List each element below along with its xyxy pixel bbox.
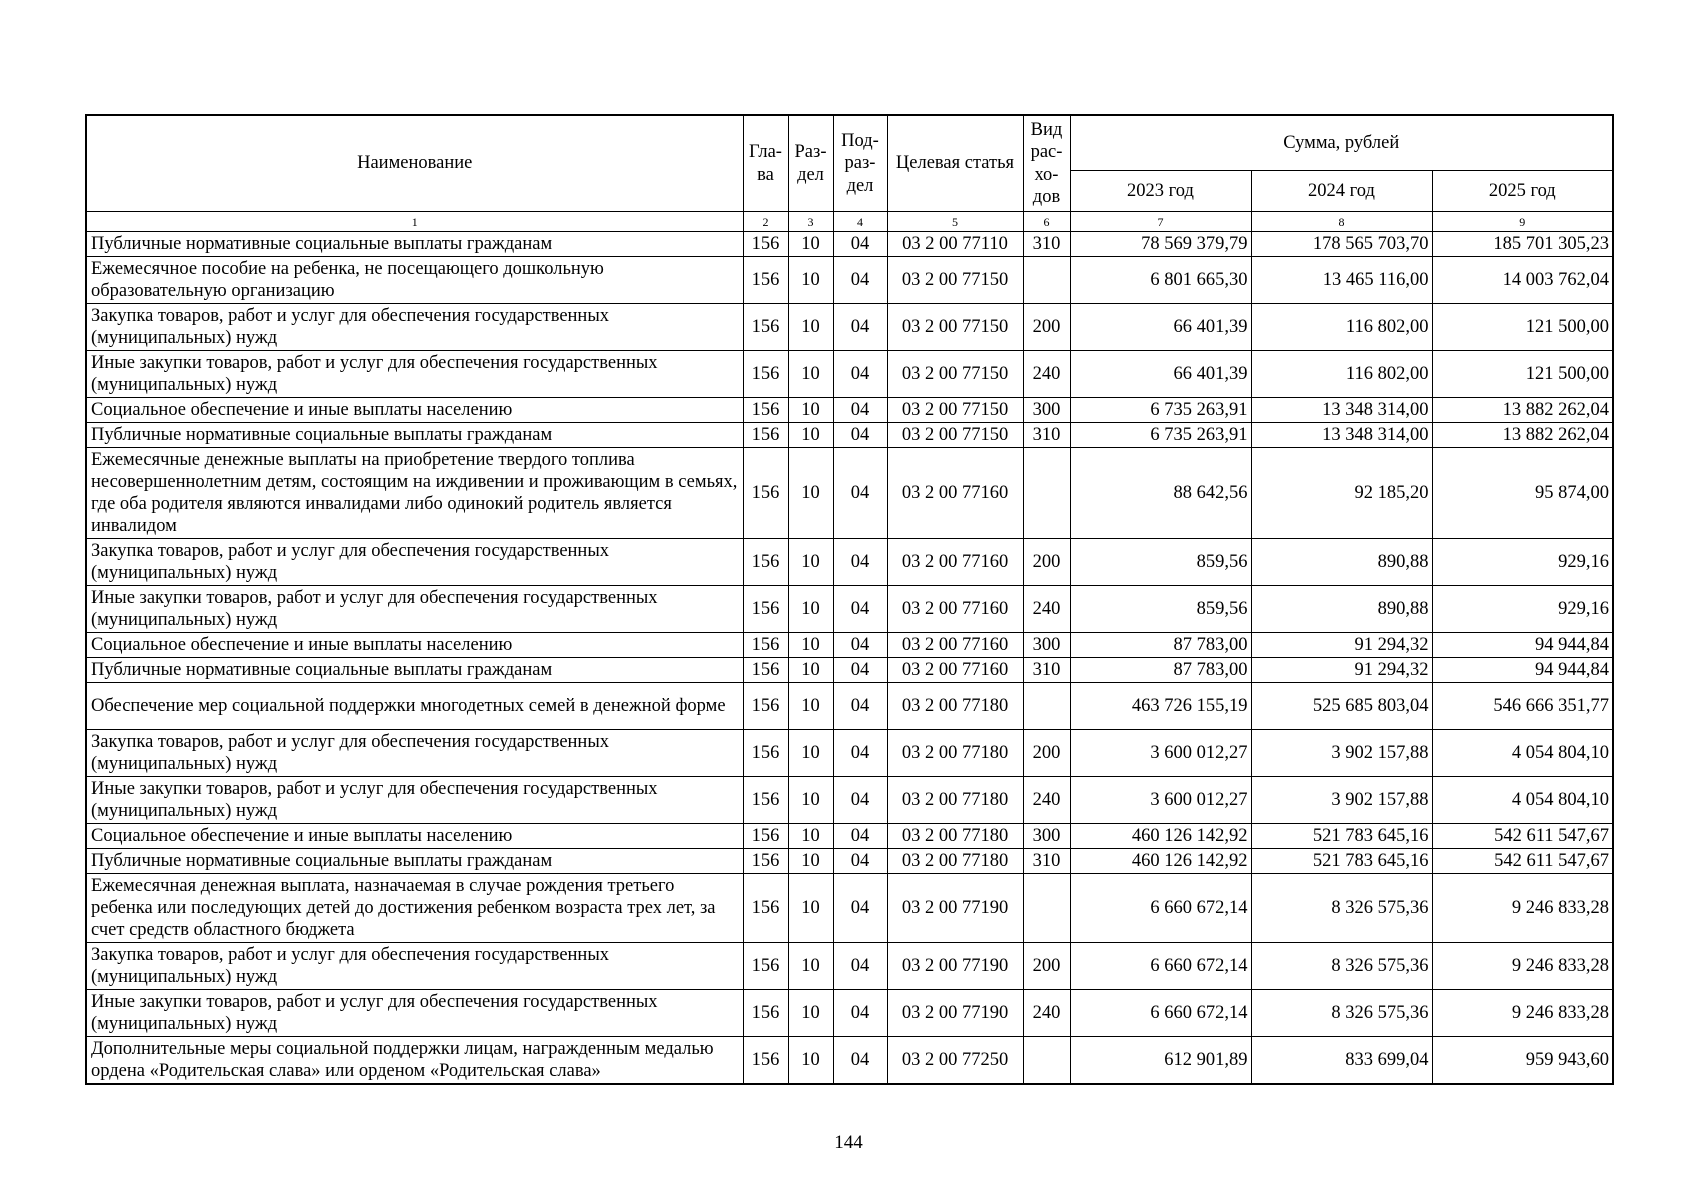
table-row — [86, 683, 1613, 730]
row-name-cell: Закупка товаров, работ и услуг для обеспечения государственных (муниципальных) нужд — [86, 304, 743, 351]
row-2025-cell: 121 500,00 — [1432, 351, 1613, 398]
row-2024-cell: 521 783 645,16 — [1251, 824, 1432, 849]
row-section-cell: 10 — [788, 423, 833, 448]
row-section-cell: 10 — [788, 351, 833, 398]
row-subsection-cell: 04 — [833, 351, 887, 398]
table-row — [86, 257, 1613, 304]
row-name-cell: Публичные нормативные социальные выплаты гражданам — [86, 232, 743, 257]
row-2024-cell: 178 565 703,70 — [1251, 232, 1432, 257]
row-2023-cell: 859,56 — [1070, 586, 1251, 633]
row-2025-cell: 94 944,84 — [1432, 658, 1613, 683]
row-2023-cell: 859,56 — [1070, 539, 1251, 586]
row-chapter-cell: 156 — [743, 398, 788, 423]
row-name-cell: Публичные нормативные социальные выплаты гражданам — [86, 849, 743, 874]
table-row — [86, 730, 1613, 777]
row-target-cell: 03 2 00 77160 — [887, 658, 1023, 683]
table-row — [86, 586, 1613, 633]
column-number: 8 — [1251, 212, 1432, 232]
row-target-cell: 03 2 00 77180 — [887, 683, 1023, 730]
col-name-header: Наименование — [86, 115, 743, 212]
row-name-cell: Иные закупки товаров, работ и услуг для обеспечения государственных (муниципальных) нужд — [86, 990, 743, 1037]
row-2025-cell: 94 944,84 — [1432, 633, 1613, 658]
row-2023-cell: 6 735 263,91 — [1070, 398, 1251, 423]
table-row — [86, 423, 1613, 448]
row-subsection-cell: 04 — [833, 683, 887, 730]
table-row — [86, 658, 1613, 683]
page-number: 144 — [834, 1132, 863, 1153]
row-name-cell: Обеспечение мер социальной поддержки многодетных семей в денежной форме — [86, 683, 743, 730]
row-name-cell: Социальное обеспечение и иные выплаты населению — [86, 824, 743, 849]
row-name-cell: Ежемесячные денежные выплаты на приобретение твердого топлива несовершеннолетним детям, состоящим на иждивении и проживающим в семьях, где оба родителя являются инвалидами либо одинокий родитель является инвалидом — [86, 448, 743, 539]
row-2023-cell: 3 600 012,27 — [1070, 777, 1251, 824]
row-subsection-cell: 04 — [833, 824, 887, 849]
row-expense-type-cell — [1023, 448, 1070, 539]
row-subsection-cell: 04 — [833, 423, 887, 448]
row-name-cell: Закупка товаров, работ и услуг для обеспечения государственных (муниципальных) нужд — [86, 943, 743, 990]
row-subsection-cell: 04 — [833, 257, 887, 304]
row-chapter-cell: 156 — [743, 874, 788, 943]
col-subsection-header: Под-раз-дел — [833, 115, 887, 212]
row-chapter-cell: 156 — [743, 448, 788, 539]
row-subsection-cell: 04 — [833, 539, 887, 586]
row-2025-cell: 959 943,60 — [1432, 1037, 1613, 1084]
row-expense-type-cell: 200 — [1023, 304, 1070, 351]
row-chapter-cell: 156 — [743, 730, 788, 777]
row-name-cell: Иные закупки товаров, работ и услуг для обеспечения государственных (муниципальных) нужд — [86, 777, 743, 824]
row-chapter-cell: 156 — [743, 423, 788, 448]
row-chapter-cell: 156 — [743, 1037, 788, 1084]
row-2023-cell: 460 126 142,92 — [1070, 849, 1251, 874]
table-body — [86, 232, 1613, 1084]
row-target-cell: 03 2 00 77250 — [887, 1037, 1023, 1084]
row-2025-cell: 13 882 262,04 — [1432, 423, 1613, 448]
row-2024-cell: 833 699,04 — [1251, 1037, 1432, 1084]
row-target-cell: 03 2 00 77160 — [887, 539, 1023, 586]
table-row — [86, 539, 1613, 586]
row-2025-cell: 9 246 833,28 — [1432, 874, 1613, 943]
row-name-cell: Ежемесячная денежная выплата, назначаемая в случае рождения третьего ребенка или последующих детей до достижения ребенком возраста трех лет, за счет средств областного бюджета — [86, 874, 743, 943]
row-2024-cell: 91 294,32 — [1251, 633, 1432, 658]
row-2025-cell: 542 611 547,67 — [1432, 849, 1613, 874]
row-section-cell: 10 — [788, 849, 833, 874]
table-row — [86, 943, 1613, 990]
row-2023-cell: 612 901,89 — [1070, 1037, 1251, 1084]
row-target-cell: 03 2 00 77180 — [887, 730, 1023, 777]
row-name-cell: Социальное обеспечение и иные выплаты населению — [86, 633, 743, 658]
row-target-cell: 03 2 00 77160 — [887, 633, 1023, 658]
col-target-header: Целевая статья — [887, 115, 1023, 212]
row-2024-cell: 116 802,00 — [1251, 304, 1432, 351]
row-expense-type-cell: 300 — [1023, 633, 1070, 658]
row-chapter-cell: 156 — [743, 990, 788, 1037]
row-section-cell: 10 — [788, 539, 833, 586]
row-chapter-cell: 156 — [743, 586, 788, 633]
budget-table-sheet — [85, 114, 1612, 1085]
row-chapter-cell: 156 — [743, 351, 788, 398]
row-chapter-cell: 156 — [743, 683, 788, 730]
row-2024-cell: 3 902 157,88 — [1251, 730, 1432, 777]
col-2023-header: 2023 год — [1070, 171, 1251, 212]
row-chapter-cell: 156 — [743, 539, 788, 586]
row-target-cell: 03 2 00 77150 — [887, 423, 1023, 448]
row-2023-cell: 87 783,00 — [1070, 658, 1251, 683]
row-expense-type-cell: 310 — [1023, 658, 1070, 683]
row-name-cell: Публичные нормативные социальные выплаты гражданам — [86, 423, 743, 448]
row-subsection-cell: 04 — [833, 232, 887, 257]
row-section-cell: 10 — [788, 683, 833, 730]
row-2024-cell: 8 326 575,36 — [1251, 874, 1432, 943]
row-section-cell: 10 — [788, 232, 833, 257]
row-expense-type-cell: 200 — [1023, 539, 1070, 586]
row-subsection-cell: 04 — [833, 1037, 887, 1084]
column-number-row — [86, 212, 1613, 232]
table-row — [86, 351, 1613, 398]
row-expense-type-cell — [1023, 874, 1070, 943]
row-section-cell: 10 — [788, 730, 833, 777]
row-expense-type-cell: 200 — [1023, 730, 1070, 777]
row-2025-cell: 542 611 547,67 — [1432, 824, 1613, 849]
row-2025-cell: 929,16 — [1432, 539, 1613, 586]
column-number: 9 — [1432, 212, 1613, 232]
row-2024-cell: 13 348 314,00 — [1251, 398, 1432, 423]
row-2023-cell: 6 801 665,30 — [1070, 257, 1251, 304]
table-header — [86, 115, 1613, 232]
row-2025-cell: 13 882 262,04 — [1432, 398, 1613, 423]
row-2024-cell: 3 902 157,88 — [1251, 777, 1432, 824]
column-number: 5 — [887, 212, 1023, 232]
row-chapter-cell: 156 — [743, 658, 788, 683]
row-2025-cell: 14 003 762,04 — [1432, 257, 1613, 304]
col-2025-header: 2025 год — [1432, 171, 1613, 212]
row-2024-cell: 8 326 575,36 — [1251, 990, 1432, 1037]
row-2024-cell: 91 294,32 — [1251, 658, 1432, 683]
row-section-cell: 10 — [788, 874, 833, 943]
row-2025-cell: 9 246 833,28 — [1432, 943, 1613, 990]
row-subsection-cell: 04 — [833, 304, 887, 351]
col-chapter-header: Гла-ва — [743, 115, 788, 212]
row-name-cell: Социальное обеспечение и иные выплаты населению — [86, 398, 743, 423]
row-target-cell: 03 2 00 77180 — [887, 849, 1023, 874]
table-row — [86, 448, 1613, 539]
row-2025-cell: 929,16 — [1432, 586, 1613, 633]
row-2025-cell: 4 054 804,10 — [1432, 777, 1613, 824]
row-2025-cell: 546 666 351,77 — [1432, 683, 1613, 730]
row-2023-cell: 66 401,39 — [1070, 304, 1251, 351]
row-name-cell: Закупка товаров, работ и услуг для обеспечения государственных (муниципальных) нужд — [86, 539, 743, 586]
row-2024-cell: 13 348 314,00 — [1251, 423, 1432, 448]
row-chapter-cell: 156 — [743, 633, 788, 658]
row-2025-cell: 185 701 305,23 — [1432, 232, 1613, 257]
row-chapter-cell: 156 — [743, 777, 788, 824]
row-target-cell: 03 2 00 77180 — [887, 777, 1023, 824]
row-subsection-cell: 04 — [833, 730, 887, 777]
row-expense-type-cell: 240 — [1023, 777, 1070, 824]
row-name-cell: Закупка товаров, работ и услуг для обеспечения государственных (муниципальных) нужд — [86, 730, 743, 777]
column-number: 6 — [1023, 212, 1070, 232]
row-name-cell: Иные закупки товаров, работ и услуг для обеспечения государственных (муниципальных) нужд — [86, 351, 743, 398]
budget-table — [85, 114, 1614, 1085]
row-expense-type-cell: 300 — [1023, 398, 1070, 423]
row-target-cell: 03 2 00 77110 — [887, 232, 1023, 257]
row-2023-cell: 6 660 672,14 — [1070, 990, 1251, 1037]
row-subsection-cell: 04 — [833, 658, 887, 683]
row-section-cell: 10 — [788, 1037, 833, 1084]
column-number: 7 — [1070, 212, 1251, 232]
table-row — [86, 849, 1613, 874]
row-chapter-cell: 156 — [743, 257, 788, 304]
row-2023-cell: 6 660 672,14 — [1070, 874, 1251, 943]
row-2024-cell: 92 185,20 — [1251, 448, 1432, 539]
row-section-cell: 10 — [788, 990, 833, 1037]
row-section-cell: 10 — [788, 633, 833, 658]
table-row — [86, 824, 1613, 849]
row-target-cell: 03 2 00 77190 — [887, 943, 1023, 990]
row-expense-type-cell — [1023, 683, 1070, 730]
table-row — [86, 398, 1613, 423]
row-target-cell: 03 2 00 77150 — [887, 398, 1023, 423]
row-chapter-cell: 156 — [743, 943, 788, 990]
col-2024-header: 2024 год — [1251, 171, 1432, 212]
row-target-cell: 03 2 00 77150 — [887, 351, 1023, 398]
column-number: 1 — [86, 212, 743, 232]
row-2025-cell: 95 874,00 — [1432, 448, 1613, 539]
row-expense-type-cell: 310 — [1023, 423, 1070, 448]
row-target-cell: 03 2 00 77150 — [887, 304, 1023, 351]
row-section-cell: 10 — [788, 448, 833, 539]
table-row — [86, 990, 1613, 1037]
row-2023-cell: 6 735 263,91 — [1070, 423, 1251, 448]
row-expense-type-cell — [1023, 1037, 1070, 1084]
row-2023-cell: 460 126 142,92 — [1070, 824, 1251, 849]
row-name-cell: Ежемесячное пособие на ребенка, не посещающего дошкольную образовательную организацию — [86, 257, 743, 304]
table-row — [86, 777, 1613, 824]
column-number: 3 — [788, 212, 833, 232]
row-section-cell: 10 — [788, 398, 833, 423]
row-subsection-cell: 04 — [833, 398, 887, 423]
row-2023-cell: 463 726 155,19 — [1070, 683, 1251, 730]
row-2023-cell: 3 600 012,27 — [1070, 730, 1251, 777]
row-subsection-cell: 04 — [833, 943, 887, 990]
row-2024-cell: 890,88 — [1251, 539, 1432, 586]
row-expense-type-cell: 300 — [1023, 824, 1070, 849]
row-name-cell: Дополнительные меры социальной поддержки лицам, награжденным медалью ордена «Родительская слава» или орденом «Родительская слава» — [86, 1037, 743, 1084]
row-2023-cell: 6 660 672,14 — [1070, 943, 1251, 990]
column-number: 4 — [833, 212, 887, 232]
row-2024-cell: 890,88 — [1251, 586, 1432, 633]
row-expense-type-cell: 240 — [1023, 351, 1070, 398]
row-target-cell: 03 2 00 77160 — [887, 586, 1023, 633]
row-target-cell: 03 2 00 77190 — [887, 990, 1023, 1037]
row-target-cell: 03 2 00 77180 — [887, 824, 1023, 849]
row-section-cell: 10 — [788, 586, 833, 633]
row-subsection-cell: 04 — [833, 849, 887, 874]
row-2025-cell: 121 500,00 — [1432, 304, 1613, 351]
table-row — [86, 232, 1613, 257]
row-subsection-cell: 04 — [833, 633, 887, 658]
row-expense-type-cell: 200 — [1023, 943, 1070, 990]
row-2023-cell: 66 401,39 — [1070, 351, 1251, 398]
row-target-cell: 03 2 00 77150 — [887, 257, 1023, 304]
table-row — [86, 633, 1613, 658]
table-row — [86, 874, 1613, 943]
row-2025-cell: 4 054 804,10 — [1432, 730, 1613, 777]
row-2023-cell: 78 569 379,79 — [1070, 232, 1251, 257]
row-chapter-cell: 156 — [743, 824, 788, 849]
row-2024-cell: 116 802,00 — [1251, 351, 1432, 398]
row-section-cell: 10 — [788, 824, 833, 849]
row-section-cell: 10 — [788, 943, 833, 990]
row-expense-type-cell: 240 — [1023, 990, 1070, 1037]
column-number: 2 — [743, 212, 788, 232]
row-2024-cell: 525 685 803,04 — [1251, 683, 1432, 730]
table-row — [86, 304, 1613, 351]
row-subsection-cell: 04 — [833, 990, 887, 1037]
row-section-cell: 10 — [788, 777, 833, 824]
row-section-cell: 10 — [788, 257, 833, 304]
row-section-cell: 10 — [788, 304, 833, 351]
row-target-cell: 03 2 00 77160 — [887, 448, 1023, 539]
col-sum-header: Сумма, рублей — [1070, 115, 1613, 171]
row-name-cell: Публичные нормативные социальные выплаты гражданам — [86, 658, 743, 683]
row-subsection-cell: 04 — [833, 874, 887, 943]
row-section-cell: 10 — [788, 658, 833, 683]
row-target-cell: 03 2 00 77190 — [887, 874, 1023, 943]
row-name-cell: Иные закупки товаров, работ и услуг для обеспечения государственных (муниципальных) нужд — [86, 586, 743, 633]
row-2023-cell: 87 783,00 — [1070, 633, 1251, 658]
row-2024-cell: 8 326 575,36 — [1251, 943, 1432, 990]
row-expense-type-cell: 310 — [1023, 849, 1070, 874]
row-subsection-cell: 04 — [833, 586, 887, 633]
row-2024-cell: 521 783 645,16 — [1251, 849, 1432, 874]
row-2023-cell: 88 642,56 — [1070, 448, 1251, 539]
row-expense-type-cell: 240 — [1023, 586, 1070, 633]
row-chapter-cell: 156 — [743, 304, 788, 351]
row-2024-cell: 13 465 116,00 — [1251, 257, 1432, 304]
col-section-header: Раз-дел — [788, 115, 833, 212]
row-2025-cell: 9 246 833,28 — [1432, 990, 1613, 1037]
row-chapter-cell: 156 — [743, 232, 788, 257]
row-expense-type-cell — [1023, 257, 1070, 304]
table-row — [86, 1037, 1613, 1084]
row-subsection-cell: 04 — [833, 448, 887, 539]
col-expense-type-header: Вид рас-хо-дов — [1023, 115, 1070, 212]
row-subsection-cell: 04 — [833, 777, 887, 824]
row-chapter-cell: 156 — [743, 849, 788, 874]
row-expense-type-cell: 310 — [1023, 232, 1070, 257]
